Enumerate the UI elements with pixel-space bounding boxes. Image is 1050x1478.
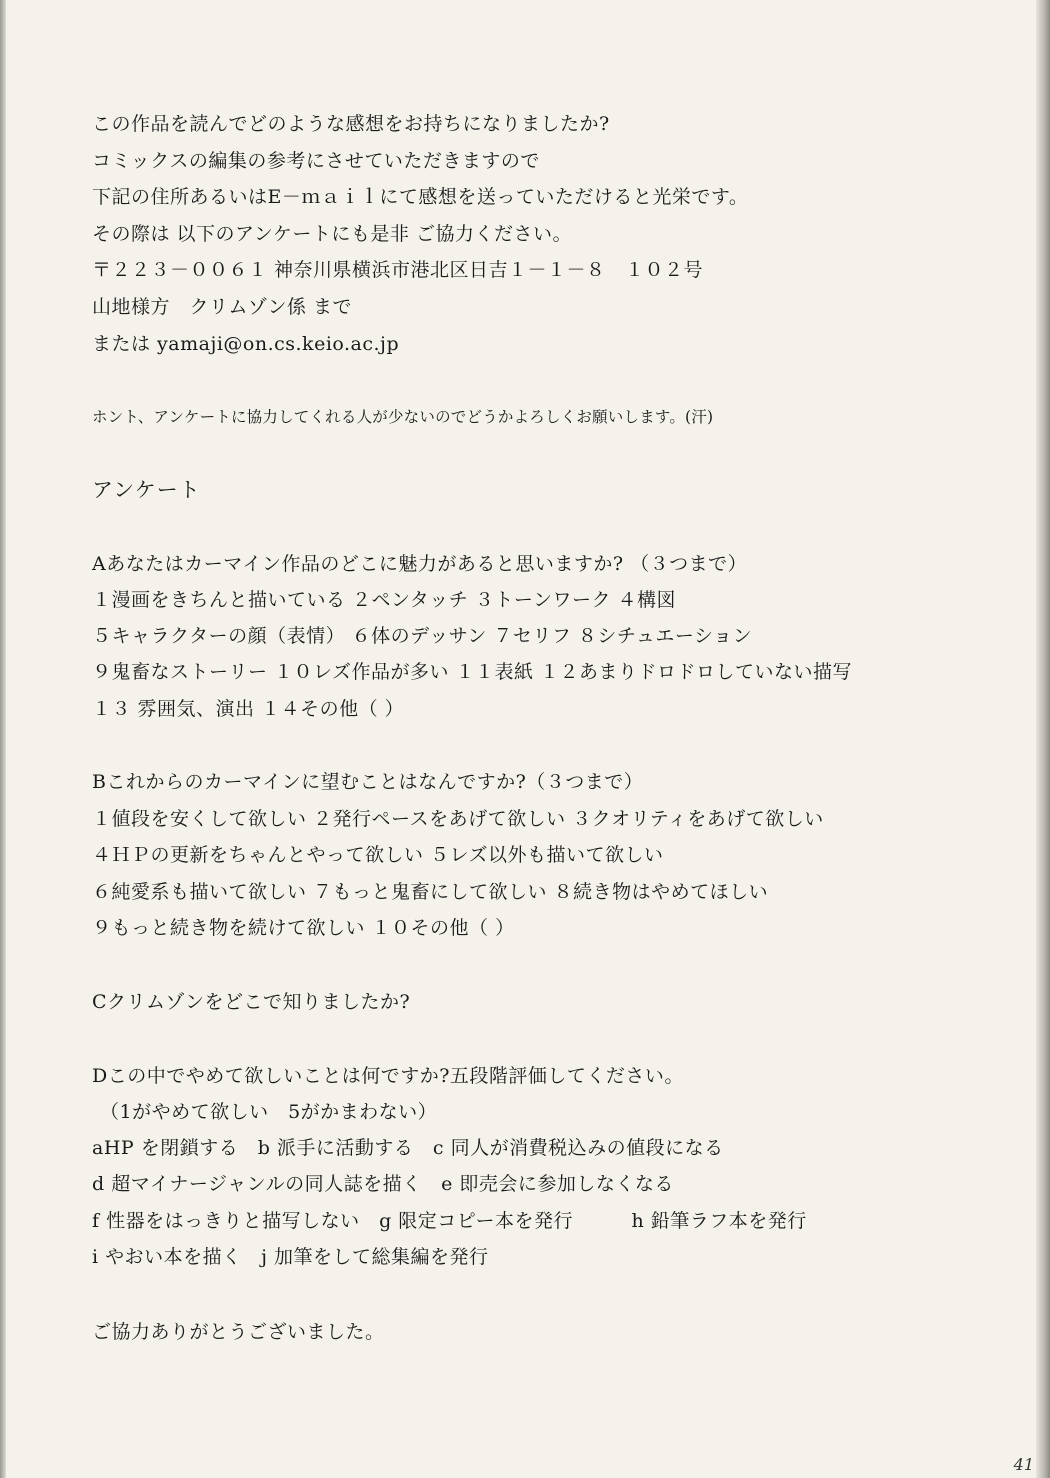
question-a-option-line: ５キャラクターの顔（表情） ６体のデッサン ７セリフ ８シチュエーション: [92, 625, 753, 647]
intro-line-3: 下記の住所あるいはE－ｍａｉｌにて感想を送っていただけると光栄です。: [92, 186, 749, 208]
note-line: ホント、アンケートに協力してくれる人が少ないのでどうかよろしくお願いします。(汗): [92, 408, 714, 426]
intro-line-2: コミックスの編集の参考にさせていただきますので: [92, 150, 540, 172]
question-d-option-line: aHP を閉鎖する b 派手に活動する c 同人が消費税込みの値段になる: [92, 1137, 724, 1159]
question-a: Aあなたはカーマイン作品のどこに魅力があると思いますか? （３つまで）: [92, 553, 748, 575]
question-b: Bこれからのカーマインに望むことはなんですか?（３つまで）: [92, 771, 644, 793]
question-d-option-line: d 超マイナージャンルの同人誌を描く e 即売会に参加しなくなる: [92, 1173, 674, 1195]
question-d: Dこの中でやめて欲しいことは何ですか?五段階評価してください。: [92, 1065, 684, 1087]
question-b-option-line: ６純愛系も描いて欲しい ７もっと鬼畜にして欲しい ８続き物はやめてほしい: [92, 881, 769, 903]
page-edge-right: [1036, 0, 1050, 1478]
question-b-option-line: ９もっと続き物を続けて欲しい １０その他（ ）: [92, 917, 515, 939]
question-a-option-line: ９鬼畜なストーリー １０レズ作品が多い １１表紙 １２あまりドロドロしていない描写: [92, 661, 853, 683]
question-b-option-line: １値段を安くして欲しい ２発行ペースをあげて欲しい ３クオリティをあげて欲しい: [92, 808, 824, 830]
postal-address: 〒２２３－００６１ 神奈川県横浜市港北区日吉１－１－８ １０２号: [92, 259, 704, 281]
question-c: Cクリムゾンをどこで知りましたか?: [92, 991, 411, 1013]
question-d-option-line: i やおい本を描く j 加筆をして総集編を発行: [92, 1246, 489, 1268]
closing-line: ご協力ありがとうございました。: [92, 1321, 385, 1343]
question-d-scale-note: （1がやめて欲しい 5がかまわない）: [100, 1101, 438, 1123]
email-line: または yamaji@on.cs.keio.ac.jp: [92, 333, 400, 355]
question-a-option-line: １３ 雰囲気、演出 １４その他（ ）: [92, 698, 405, 720]
care-of: 山地様方 クリムゾン係 まで: [92, 296, 353, 318]
page-number: 41: [1013, 1455, 1034, 1474]
question-b-option-line: ４ＨＰの更新をちゃんとやって欲しい ５レズ以外も描いて欲しい: [92, 844, 664, 866]
question-a-option-line: １漫画をきちんと描いている ２ペンタッチ ３トーンワーク ４構図: [92, 589, 676, 611]
page-edge-left: [0, 0, 6, 1478]
survey-heading: アンケート: [92, 478, 201, 502]
intro-line-4: その際は 以下のアンケートにも是非 ご協力ください。: [92, 223, 572, 245]
question-d-option-line: f 性器をはっきりと描写しない g 限定コピー本を発行 h 鉛筆ラフ本を発行: [92, 1210, 807, 1232]
intro-line-1: この作品を読んでどのような感想をお持ちになりましたか?: [92, 113, 610, 135]
